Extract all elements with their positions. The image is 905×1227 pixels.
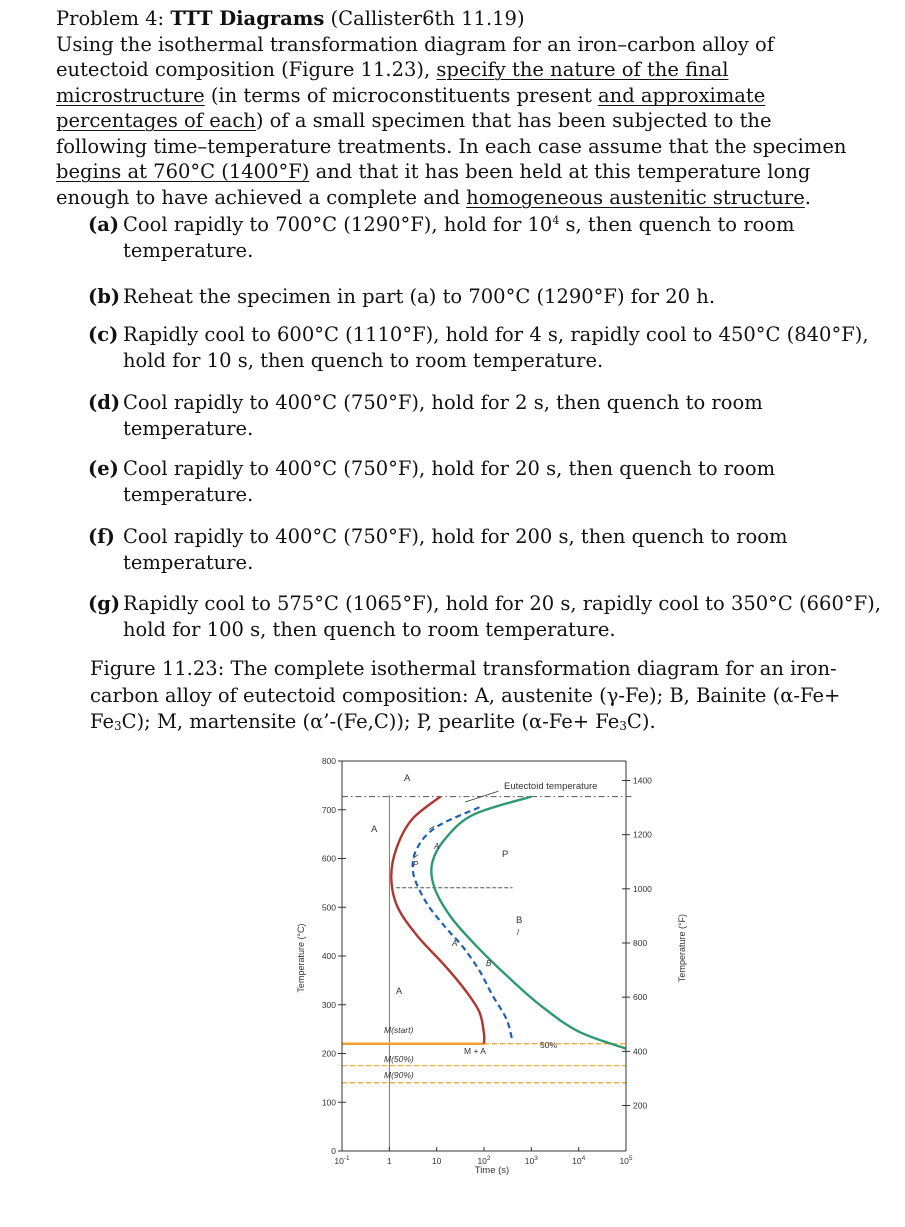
x-tick-label: $10^{-1}$	[334, 1155, 350, 1166]
x-axis-label: Time (s)	[474, 1165, 510, 1176]
label-austenite-small-1: A	[434, 842, 440, 851]
y-tick-label: 0	[331, 1146, 336, 1156]
y-axis-label: Temperature (°C)	[296, 923, 306, 993]
label-m-90: M(90%)	[384, 1070, 414, 1080]
y-tick-label: 400	[321, 951, 336, 961]
part-e: (e) Cool rapidly to 400°C (750°F), hold for 20 s, then quench to room temperature.	[88, 457, 776, 506]
transformation-start-curve	[391, 797, 484, 1044]
y-right-tick-label: 800	[633, 938, 648, 948]
y-right-tick-label: 1200	[633, 829, 652, 840]
problem-title: TTT Diagrams	[170, 7, 325, 30]
y-tick-label: 100	[321, 1097, 336, 1108]
x-tick-label: 10	[431, 1156, 442, 1166]
chart-curves	[391, 797, 626, 1049]
y-right-tick-label: 400	[633, 1046, 648, 1057]
transformation-finish-curve	[431, 797, 626, 1049]
x-tick-label: $10^2$	[477, 1155, 491, 1166]
label-bainite-slash: /	[517, 928, 520, 937]
problem-intro: Using the isothermal transformation diagram for an iron–carbon alloy of eutectoid composition (Figure 11.23), specify the nature of the final microstructure (in terms of microconstituents present and approximate percentages of each) of a small specimen that has been subjected to the following time–temperature treatments. In each case assume that the specimen begins at 760°C (1400°F) and that it has been held at this temperature long enough to have achieved a complete and homogeneous austenitic structure.	[56, 32, 847, 209]
label-fifty-percent: 50%	[540, 1040, 558, 1050]
part-d: (d) Cool rapidly to 400°C (750°F), hold for 2 s, then quench to room temperature.	[88, 391, 763, 440]
y-tick-label: 200	[321, 1048, 336, 1059]
label-m-start: M(start)	[384, 1025, 414, 1035]
part-b: (b) Reheat the specimen in part (a) to 700°C (1290°F) for 20 h.	[88, 285, 716, 308]
fifty-percent-curve	[413, 807, 513, 1041]
problem-heading: Problem 4: TTT Diagrams (Callister6th 11.19)	[56, 7, 525, 30]
problem-statement	[56, 6, 856, 210]
label-pearlite-small: P	[413, 860, 419, 869]
x-tick-label: $10^4$	[572, 1155, 586, 1166]
y-tick-label: 600	[321, 853, 336, 864]
label-bainite: B	[516, 915, 523, 926]
label-m-50: M(50%)	[384, 1054, 414, 1064]
label-austenite-left: A	[371, 824, 378, 835]
x-tick-label: $10^5$	[619, 1155, 633, 1166]
y-right-tick-label: 1000	[633, 883, 652, 894]
label-eutectoid: Eutectoid temperature	[504, 781, 598, 792]
y-right-tick-label: 1400	[633, 775, 652, 786]
label-pearlite: P	[502, 849, 509, 860]
y-right-tick-label: 200	[633, 1100, 648, 1111]
part-c: (c) Rapidly cool to 600°C (1110°F), hold for 4 s, rapidly cool to 450°C (840°F), hold for 10 s, then quench to room temperature.	[88, 323, 869, 372]
part-a: (a) Cool rapidly to 700°C (1290°F), hold for $10^4$ s, then quench to room temperature.	[88, 213, 795, 262]
label-bainite-small: B	[486, 959, 492, 968]
ttt-diagram	[280, 748, 700, 1188]
y-right-tick-label: 600	[633, 992, 648, 1003]
chart-guides	[342, 791, 632, 1151]
figure-caption: Figure 11.23: The complete isothermal transformation diagram for an iron-carbon alloy of eutectoid composition: A, austenite (γ-Fe); B, Bainite $(\alpha-Fe+ Fe_3C)$; M, martensite (α’-(Fe,C)); P, pearlite $(\alpha-Fe+ Fe_3C)$.	[90, 657, 841, 733]
label-austenite-top: A	[404, 773, 411, 784]
y-tick-label: 500	[321, 902, 336, 913]
label-austenite-low: A	[396, 986, 403, 996]
x-tick-label: 1	[386, 1156, 392, 1166]
part-g: (g) Rapidly cool to 575°C (1065°F), hold for 20 s, rapidly cool to 350°C (660°F), hold for 100 s, then quench to room temperature.	[88, 592, 881, 641]
y-tick-label: 700	[321, 804, 336, 815]
label-austenite-small-2: A	[452, 939, 458, 948]
y-tick-label: 300	[321, 999, 336, 1010]
part-f: (f) Cool rapidly to 400°C (750°F), hold for 200 s, then quench to room temperature.	[88, 525, 788, 574]
y-tick-label: 800	[321, 756, 336, 766]
x-tick-label: $10^3$	[524, 1155, 538, 1166]
label-m-plus-a: M + A	[464, 1046, 486, 1056]
y-axis-right-label: Temperature (°F)	[677, 913, 687, 983]
chart-axes	[342, 761, 626, 1151]
